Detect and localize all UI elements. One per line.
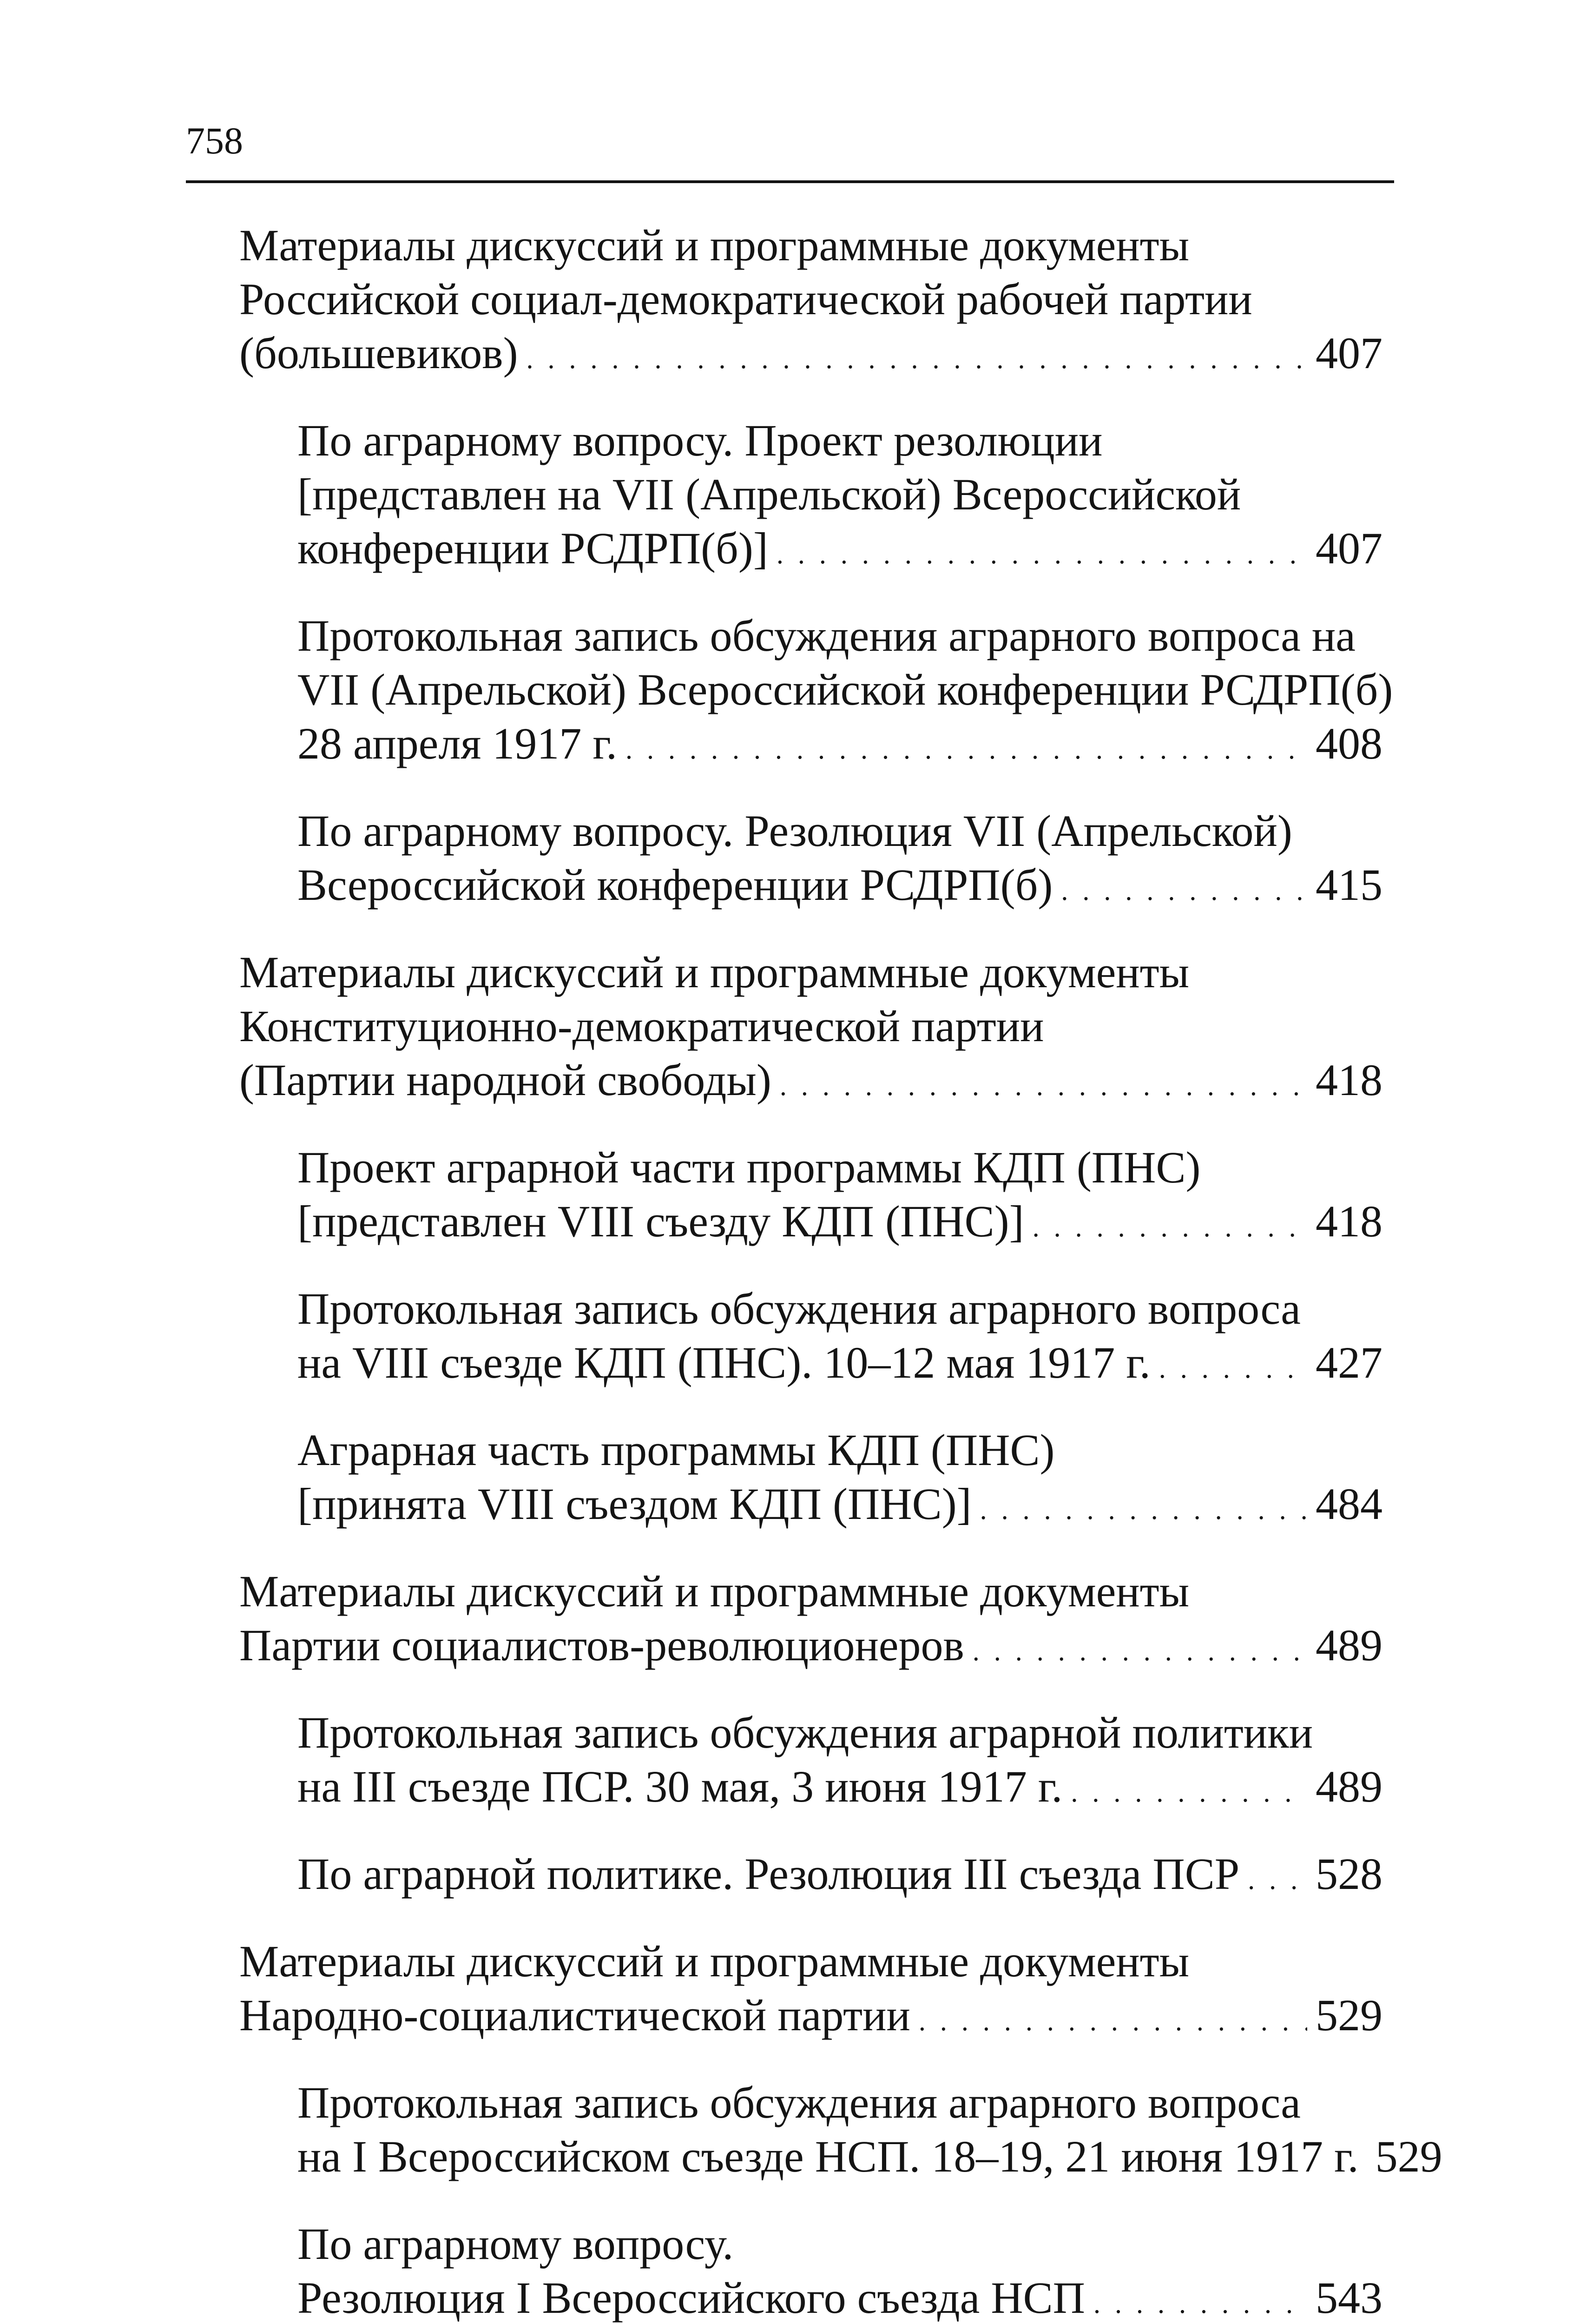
toc-entry-last-line xyxy=(297,717,1382,776)
toc-entry-last-line xyxy=(297,2130,1442,2189)
toc-entry-line: По аграрному вопросу. Резолюция VII (Апрельской) xyxy=(297,806,1292,856)
toc-entry-last-line xyxy=(297,1847,1382,1907)
toc-entry-last-line xyxy=(297,2271,1382,2324)
toc-entry-line: Российской социал-демократической рабочей партии xyxy=(239,274,1252,324)
toc-entry-line: (Партии народной свободы) xyxy=(239,1055,771,1105)
dot-leader xyxy=(1071,1760,1307,1819)
toc-entry-line: Партии социалистов-революционеров xyxy=(239,1620,964,1670)
toc-entry-last-line xyxy=(297,1336,1382,1395)
toc-page-ref: 484 xyxy=(1316,1479,1382,1529)
toc-subentry xyxy=(239,2076,1442,2189)
toc-entry-last-line xyxy=(297,522,1382,581)
toc-page-ref: 489 xyxy=(1316,1620,1382,1670)
toc-entry-line: По аграрному вопросу. Проект резолюции xyxy=(297,416,1103,465)
toc-section-entry xyxy=(239,1565,1382,1678)
toc-subentry xyxy=(239,2217,1382,2324)
dot-leader xyxy=(1159,1336,1307,1395)
toc-page-ref: 407 xyxy=(1316,328,1382,378)
toc-entry-line: Протокольная запись обсуждения аграрной политики xyxy=(297,1708,1313,1757)
toc-entry-line: Проект аграрной части программы КДП (ПНС) xyxy=(297,1142,1201,1192)
dot-leader xyxy=(1033,1195,1307,1254)
toc-entry-line: Всероссийской конференции РСДРП(б) xyxy=(297,860,1053,910)
toc-entry-line: конференции РСДРП(б)] xyxy=(297,523,768,573)
toc-subentry xyxy=(239,609,1393,776)
toc-subentry xyxy=(239,1282,1382,1395)
toc-entry-line: Конституционно-демократической партии xyxy=(239,1001,1044,1051)
dot-leader xyxy=(973,1618,1307,1678)
dot-leader xyxy=(527,326,1307,386)
toc-entry-line: (большевиков) xyxy=(239,328,518,378)
toc-subentry xyxy=(239,1423,1382,1537)
toc-entry-line: По аграрному вопросу. xyxy=(297,2219,734,2269)
toc-entry-line: [принята VIII съездом КДП (ПНС)] xyxy=(297,1479,972,1529)
header-rule xyxy=(186,180,1394,183)
toc-entry-line: Протокольная запись обсуждения аграрного вопроса xyxy=(297,1284,1301,1334)
toc-page-ref: 408 xyxy=(1316,719,1382,768)
dot-leader xyxy=(1093,2271,1307,2324)
toc-entry-line: Протокольная запись обсуждения аграрного вопроса xyxy=(297,2078,1301,2127)
toc-page-ref: 529 xyxy=(1375,2132,1442,2181)
dot-leader xyxy=(1248,1847,1307,1907)
toc-page-ref: 529 xyxy=(1316,1990,1382,2040)
toc-page-ref: 528 xyxy=(1316,1849,1382,1899)
toc-page-ref: 489 xyxy=(1316,1762,1382,1811)
dot-leader xyxy=(1061,858,1307,918)
toc-page-ref: 418 xyxy=(1316,1055,1382,1105)
toc-entry-line: По аграрной политике. Резолюция III съезда ПСР xyxy=(297,1849,1240,1899)
toc-entry-line: на I Всероссийском съезде НСП. 18–19, 21 июня 1917 г. xyxy=(297,2132,1359,2181)
toc-entry-last-line xyxy=(239,1053,1382,1113)
toc-entry-last-line xyxy=(239,1988,1382,2048)
toc-section-entry xyxy=(239,1934,1382,2048)
dot-leader xyxy=(777,522,1307,581)
dot-leader xyxy=(625,717,1307,776)
page-number: 758 xyxy=(186,119,243,162)
toc-entry-last-line xyxy=(297,858,1382,918)
toc-entry-last-line xyxy=(239,1618,1382,1678)
toc-entry-line: VII (Апрельской) Всероссийской конференции РСДРП(б) xyxy=(297,665,1393,714)
toc-entry-line: на VIII съезде КДП (ПНС). 10–12 мая 1917 г. xyxy=(297,1338,1151,1387)
toc-entry-last-line xyxy=(239,326,1382,386)
toc-entry-line: Материалы дискуссий и программные документы xyxy=(239,947,1190,997)
toc-entry-line: 28 апреля 1917 г. xyxy=(297,719,617,768)
toc-entry-line: Материалы дискуссий и программные документы xyxy=(239,1936,1190,1986)
toc-section-entry xyxy=(239,218,1382,386)
toc-entry-line: [представлен на VII (Апрельской) Всероссийской xyxy=(297,469,1241,519)
toc-subentry xyxy=(239,414,1382,581)
toc-entry-last-line xyxy=(297,1477,1382,1537)
toc-page-ref: 543 xyxy=(1316,2273,1382,2323)
toc-section-entry xyxy=(239,945,1382,1113)
dot-leader xyxy=(980,1477,1307,1537)
toc-entry-line: Резолюция I Всероссийского съезда НСП xyxy=(297,2273,1085,2323)
toc-page-ref: 407 xyxy=(1316,523,1382,573)
toc-entry-line: [представлен VIII съезду КДП (ПНС)] xyxy=(297,1196,1024,1246)
toc-entry-line: на III съезде ПСР. 30 мая, 3 июня 1917 г. xyxy=(297,1762,1063,1811)
table-of-contents xyxy=(239,218,1442,2324)
toc-entry-line: Аграрная часть программы КДП (ПНС) xyxy=(297,1425,1055,1475)
toc-entry-last-line xyxy=(297,1760,1382,1819)
toc-entry-last-line xyxy=(297,1195,1382,1254)
toc-page-ref: 415 xyxy=(1316,860,1382,910)
toc-page-ref: 427 xyxy=(1316,1338,1382,1387)
toc-page-ref: 418 xyxy=(1316,1196,1382,1246)
toc-subentry xyxy=(239,804,1382,918)
toc-subentry xyxy=(239,1706,1382,1819)
dot-leader xyxy=(919,1988,1307,2048)
toc-entry-line: Народно-социалистической партии xyxy=(239,1990,910,2040)
dot-leader xyxy=(780,1053,1307,1113)
toc-subentry xyxy=(239,1847,1382,1907)
toc-subentry xyxy=(239,1141,1382,1254)
toc-entry-line: Материалы дискуссий и программные документы xyxy=(239,1566,1190,1616)
toc-entry-line: Материалы дискуссий и программные документы xyxy=(239,220,1190,270)
toc-entry-line: Протокольная запись обсуждения аграрного вопроса на xyxy=(297,611,1356,660)
